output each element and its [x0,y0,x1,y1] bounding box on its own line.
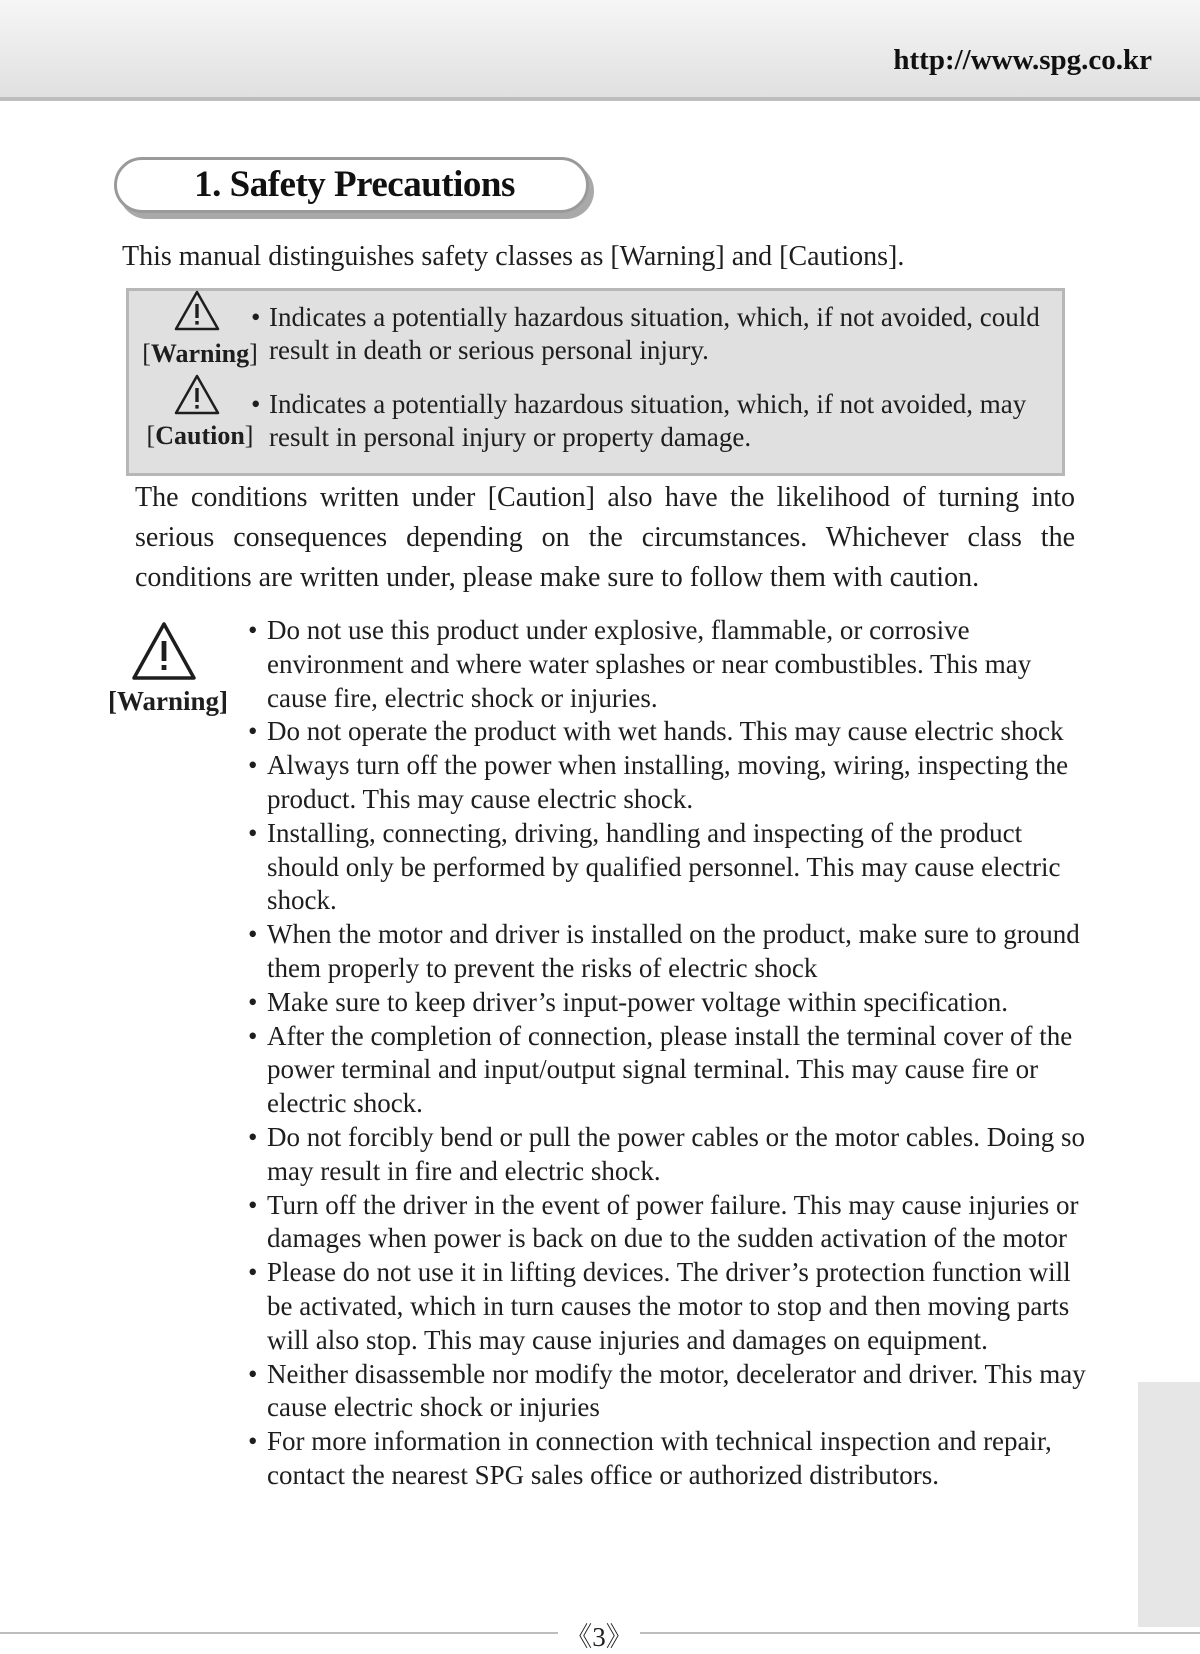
list-item: • Please do not use it in lifting devices. The driver’s protection function will be activated, which in turn causes the motor to stop and then moving parts will also stop. This may cause injuries and damages on equipment. [248,1257,1071,1355]
list-item: • Make sure to keep driver’s input-power voltage within specification. [248,986,1009,1017]
warning-section-label: [Warning] [108,686,229,716]
warning-list [248,614,1088,1493]
list-item: • Turn off the driver in the event of power failure. This may cause injuries or damages when power is back on due to the sudden activation of the motor [248,1189,1079,1254]
page-number: 《3》 [565,1622,633,1652]
list-item: • After the completion of connection, please install the terminal cover of the power terminal and input/output signal terminal. This may cause fire or electric shock. [248,1020,1073,1119]
footer-divider-left [0,1632,558,1634]
warning-triangle-icon [174,289,220,331]
warning-triangle-icon [131,620,197,682]
class-desc-caution: • Indicates a potentially hazardous situation, which, if not avoided, may result in personal injury or property damage. [251,389,1027,452]
section-title: 1. Safety Precautions [194,164,515,205]
list-item: • Installing, connecting, driving, handling and inspecting of the product should only be performed by qualified personnel. This may cause electric shock. [248,817,1061,916]
list-item: • When the motor and driver is installed on the product, make sure to ground them properly to prevent the risks of electric shock [248,919,1080,983]
header-url: http://www.spg.co.kr [893,44,1152,76]
list-item: • Always turn off the power when installing, moving, wiring, inspecting the product. This may cause electric shock. [248,750,1069,814]
side-tab [1138,1382,1200,1627]
safety-class-box [126,288,1065,476]
caution-triangle-icon [174,373,220,415]
list-item: • Do not use this product under explosive, flammable, or corrosive environment and where water splashes or near combustibles. This may cause fire, electric shock or injuries. [248,615,1032,713]
list-item: • Do not forcibly bend or pull the power cables or the motor cables. Doing so may result in fire and electric shock. [248,1121,1086,1186]
list-item: • For more information in connection with technical inspection and repair, contact the nearest SPG sales office or authorized distributors. [248,1426,1052,1490]
class-desc-warning: • Indicates a potentially hazardous situation, which, if not avoided, could result in death or serious personal injury. [251,302,1040,365]
list-item: • Do not operate the product with wet hands. This may cause electric shock [248,716,1064,747]
list-item: • Neither disassemble nor modify the motor, decelerator and driver. This may cause electric shock or injuries [248,1358,1086,1423]
intro-text: This manual distinguishes safety classes as [Warning] and [Cautions]. [122,241,905,272]
class-label-warning: [Warning] [142,339,258,368]
header-bar [0,0,1200,101]
section-title-box [114,157,589,213]
caution-note: The conditions written under [Caution] also have the likelihood of turning into serious consequences depending on the circumstances. Whichever class the conditions are written under, please make sure to follow them with caution. [135,482,1075,593]
class-label-caution: [Caution] [146,421,254,450]
footer-divider-right [640,1632,1200,1634]
